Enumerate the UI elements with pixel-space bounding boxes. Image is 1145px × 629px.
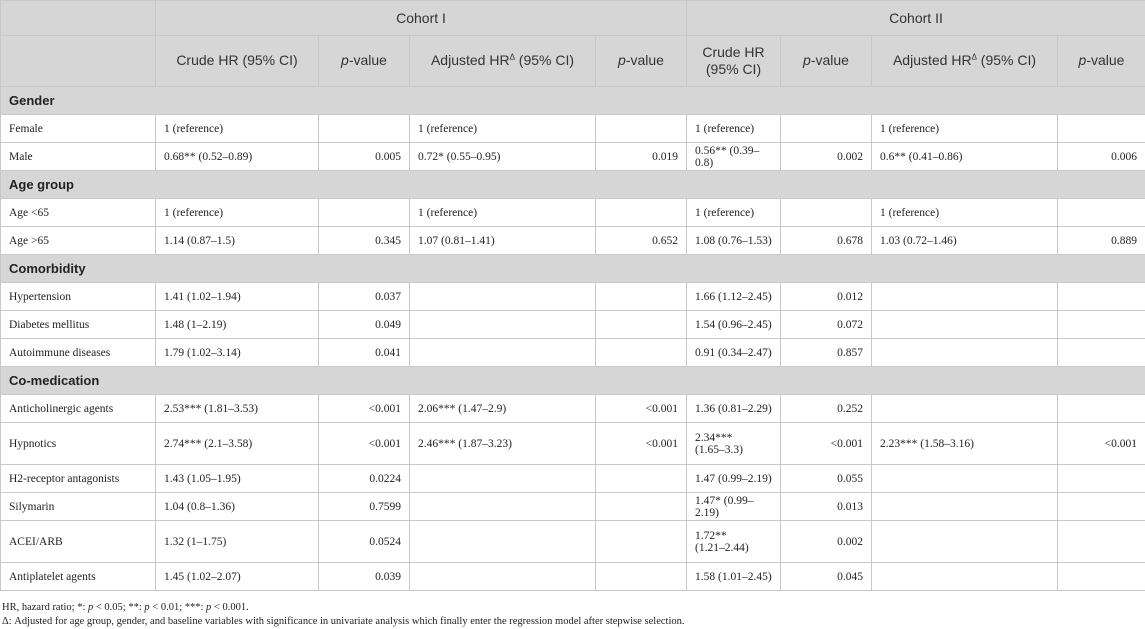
c2-crude-cell: 1.66 (1.12–2.45)	[687, 283, 781, 311]
table-row	[1, 227, 1145, 255]
row-label: Age >65	[1, 227, 156, 255]
section-header: Co-medication	[1, 367, 1145, 395]
c1-crude-cell: 0.68** (0.52–0.89)	[156, 143, 319, 171]
c1-pvalue-cell: 0.049	[319, 311, 410, 339]
cohort-2-header: Cohort II	[687, 1, 1145, 36]
c1-adj-pvalue-cell	[596, 563, 687, 591]
c1-pvalue-cell: 0.345	[319, 227, 410, 255]
c1-adjusted-cell: 1.07 (0.81–1.41)	[410, 227, 596, 255]
table-row	[1, 199, 1145, 227]
section-header: Gender	[1, 87, 1145, 115]
c1-pvalue-cell: 0.037	[319, 283, 410, 311]
c1-pvalue-cell: 0.039	[319, 563, 410, 591]
c1-adj-pvalue-cell	[596, 339, 687, 367]
c2-crude-cell: 1.08 (0.76–1.53)	[687, 227, 781, 255]
c1-adj-pvalue-cell	[596, 199, 687, 227]
c2-pvalue-cell: 0.678	[781, 227, 872, 255]
c2-adj-pvalue-cell	[1058, 115, 1145, 143]
c1-adjusted-cell: 1 (reference)	[410, 199, 596, 227]
table-footnotes	[2, 601, 1142, 629]
c2-adjusted-cell	[872, 465, 1058, 493]
c2-adjusted-cell: 1 (reference)	[872, 115, 1058, 143]
c1-crude-header: Crude HR (95% CI)	[156, 36, 319, 87]
c1-adjusted-cell: 1 (reference)	[410, 115, 596, 143]
c1-adjusted-cell: 2.46*** (1.87–3.23)	[410, 423, 596, 465]
c2-adjusted-cell: 0.6** (0.41–0.86)	[872, 143, 1058, 171]
c2-pvalue-cell: 0.002	[781, 521, 872, 563]
table-row	[1, 493, 1145, 521]
c1-crude-cell: 1.32 (1–1.75)	[156, 521, 319, 563]
cohort-1-header: Cohort I	[156, 1, 687, 36]
table-row	[1, 423, 1145, 465]
c1-adjusted-cell	[410, 465, 596, 493]
c1-crude-cell: 1.79 (1.02–3.14)	[156, 339, 319, 367]
c2-adj-pvalue-cell	[1058, 521, 1145, 563]
footnote-adjustment: Δ: Adjusted for age group, gender, and baseline variables with significance in univariate analysis which finally enter the regression model after stepwise selection.	[2, 615, 1142, 629]
c2-adj-pvalue-cell: 0.889	[1058, 227, 1145, 255]
c2-pvalue-cell	[781, 115, 872, 143]
c1-pvalue-cell: <0.001	[319, 423, 410, 465]
c2-pvalue-cell: <0.001	[781, 423, 872, 465]
section-header: Age group	[1, 171, 1145, 199]
c2-adj-pvalue-header: p-value	[1058, 36, 1145, 87]
c2-pvalue-cell: 0.857	[781, 339, 872, 367]
c2-adjusted-cell: 1.03 (0.72–1.46)	[872, 227, 1058, 255]
c2-adj-pvalue-cell	[1058, 199, 1145, 227]
c2-crude-cell: 0.56** (0.39–0.8)	[687, 143, 781, 171]
table-row	[1, 563, 1145, 591]
c2-adjusted-cell	[872, 563, 1058, 591]
c2-crude-cell: 1.47* (0.99–2.19)	[687, 493, 781, 521]
c2-adjusted-cell: 1 (reference)	[872, 199, 1058, 227]
c1-pvalue-cell: 0.041	[319, 339, 410, 367]
c1-adj-pvalue-cell	[596, 311, 687, 339]
c1-crude-cell: 2.74*** (2.1–3.58)	[156, 423, 319, 465]
c1-adjusted-cell	[410, 563, 596, 591]
row-label: Female	[1, 115, 156, 143]
c1-crude-cell: 1.04 (0.8–1.36)	[156, 493, 319, 521]
c1-adj-pvalue-cell	[596, 283, 687, 311]
c1-pvalue-cell	[319, 115, 410, 143]
c1-adjusted-cell: 2.06*** (1.47–2.9)	[410, 395, 596, 423]
c2-adjusted-header: Adjusted $HR^\Delta$ (95% CI)	[872, 36, 1058, 87]
c1-adj-pvalue-cell: 0.019	[596, 143, 687, 171]
c2-adj-pvalue-cell: 0.006	[1058, 143, 1145, 171]
c2-pvalue-cell	[781, 199, 872, 227]
c1-adj-pvalue-cell	[596, 521, 687, 563]
row-label: Antiplatelet agents	[1, 563, 156, 591]
table-row	[1, 521, 1145, 563]
c2-adjusted-cell	[872, 339, 1058, 367]
header-blank-cell	[1, 36, 156, 87]
c1-pvalue-cell: <0.001	[319, 395, 410, 423]
c2-pvalue-cell: 0.045	[781, 563, 872, 591]
c2-adj-pvalue-cell	[1058, 283, 1145, 311]
c2-pvalue-cell: 0.012	[781, 283, 872, 311]
c1-adj-pvalue-header: p-value	[596, 36, 687, 87]
c2-crude-cell: 1.72** (1.21–2.44)	[687, 521, 781, 563]
table-body	[1, 87, 1145, 591]
c2-pvalue-cell: 0.013	[781, 493, 872, 521]
table-row	[1, 143, 1145, 171]
row-label: Hypnotics	[1, 423, 156, 465]
c1-adjusted-cell	[410, 493, 596, 521]
c2-adjusted-cell	[872, 311, 1058, 339]
header-blank-cell	[1, 1, 156, 36]
c1-adj-pvalue-cell: 0.652	[596, 227, 687, 255]
c1-crude-cell: 1.41 (1.02–1.94)	[156, 283, 319, 311]
c1-pvalue-cell: 0.0224	[319, 465, 410, 493]
c2-adjusted-cell: 2.23*** (1.58–3.16)	[872, 423, 1058, 465]
row-label: Diabetes mellitus	[1, 311, 156, 339]
row-label: H2-receptor antagonists	[1, 465, 156, 493]
c1-adj-pvalue-cell: <0.001	[596, 395, 687, 423]
c1-pvalue-cell	[319, 199, 410, 227]
c2-adj-pvalue-cell	[1058, 311, 1145, 339]
c1-crude-cell: 1.43 (1.05–1.95)	[156, 465, 319, 493]
c2-crude-cell: 1 (reference)	[687, 115, 781, 143]
c1-crude-cell: 2.53*** (1.81–3.53)	[156, 395, 319, 423]
c1-adj-pvalue-cell	[596, 115, 687, 143]
c1-pvalue-cell: 0.005	[319, 143, 410, 171]
c2-crude-cell: 1.36 (0.81–2.29)	[687, 395, 781, 423]
c1-crude-cell: 1 (reference)	[156, 115, 319, 143]
row-label: Male	[1, 143, 156, 171]
c1-adj-pvalue-cell: <0.001	[596, 423, 687, 465]
table-row	[1, 339, 1145, 367]
c2-pvalue-cell: 0.002	[781, 143, 872, 171]
c2-adj-pvalue-cell	[1058, 395, 1145, 423]
table-row	[1, 395, 1145, 423]
c2-pvalue-cell: 0.072	[781, 311, 872, 339]
c2-crude-cell: 1 (reference)	[687, 199, 781, 227]
table-row	[1, 465, 1145, 493]
c2-adj-pvalue-cell	[1058, 493, 1145, 521]
c2-crude-cell: 2.34*** (1.65–3.3)	[687, 423, 781, 465]
c1-pvalue-cell: 0.7599	[319, 493, 410, 521]
c2-adjusted-cell	[872, 493, 1058, 521]
row-label: Hypertension	[1, 283, 156, 311]
c2-adjusted-cell	[872, 283, 1058, 311]
c1-crude-cell: 1.14 (0.87–1.5)	[156, 227, 319, 255]
c2-crude-cell: 1.54 (0.96–2.45)	[687, 311, 781, 339]
row-label: Anticholinergic agents	[1, 395, 156, 423]
c1-adjusted-cell: 0.72* (0.55–0.95)	[410, 143, 596, 171]
c2-crude-cell: 0.91 (0.34–2.47)	[687, 339, 781, 367]
c1-crude-cell: 1 (reference)	[156, 199, 319, 227]
c2-adj-pvalue-cell	[1058, 339, 1145, 367]
c1-pvalue-header: p-value	[319, 36, 410, 87]
c2-crude-cell: 1.58 (1.01–2.45)	[687, 563, 781, 591]
c2-crude-cell: 1.47 (0.99–2.19)	[687, 465, 781, 493]
footnote-abbreviations: HR, hazard ratio; *: p < 0.05; **: p < 0.01; ***: p < 0.001.	[2, 601, 1142, 615]
c1-adjusted-cell	[410, 283, 596, 311]
row-label: Silymarin	[1, 493, 156, 521]
c2-crude-header: Crude HR (95% CI)	[687, 36, 781, 87]
c1-adj-pvalue-cell	[596, 493, 687, 521]
c1-pvalue-cell: 0.0524	[319, 521, 410, 563]
table-row	[1, 311, 1145, 339]
c1-crude-cell: 1.45 (1.02–2.07)	[156, 563, 319, 591]
section-header: Comorbidity	[1, 255, 1145, 283]
c1-crude-cell: 1.48 (1–2.19)	[156, 311, 319, 339]
c1-adjusted-header: Adjusted $HR^\Delta$ (95% CI)	[410, 36, 596, 87]
c1-adjusted-cell	[410, 311, 596, 339]
c2-pvalue-cell: 0.252	[781, 395, 872, 423]
table-row	[1, 283, 1145, 311]
row-label: Autoimmune diseases	[1, 339, 156, 367]
c1-adjusted-cell	[410, 339, 596, 367]
c1-adjusted-cell	[410, 521, 596, 563]
c1-adj-pvalue-cell	[596, 465, 687, 493]
table-row	[1, 115, 1145, 143]
header-row-cohorts	[1, 1, 1145, 36]
c2-adj-pvalue-cell: <0.001	[1058, 423, 1145, 465]
c2-adjusted-cell	[872, 395, 1058, 423]
c2-adj-pvalue-cell	[1058, 563, 1145, 591]
row-label: Age <65	[1, 199, 156, 227]
c2-pvalue-header: p-value	[781, 36, 872, 87]
c2-adjusted-cell	[872, 521, 1058, 563]
header-row-measures	[1, 36, 1145, 87]
c2-pvalue-cell: 0.055	[781, 465, 872, 493]
row-label: ACEI/ARB	[1, 521, 156, 563]
c2-adj-pvalue-cell	[1058, 465, 1145, 493]
